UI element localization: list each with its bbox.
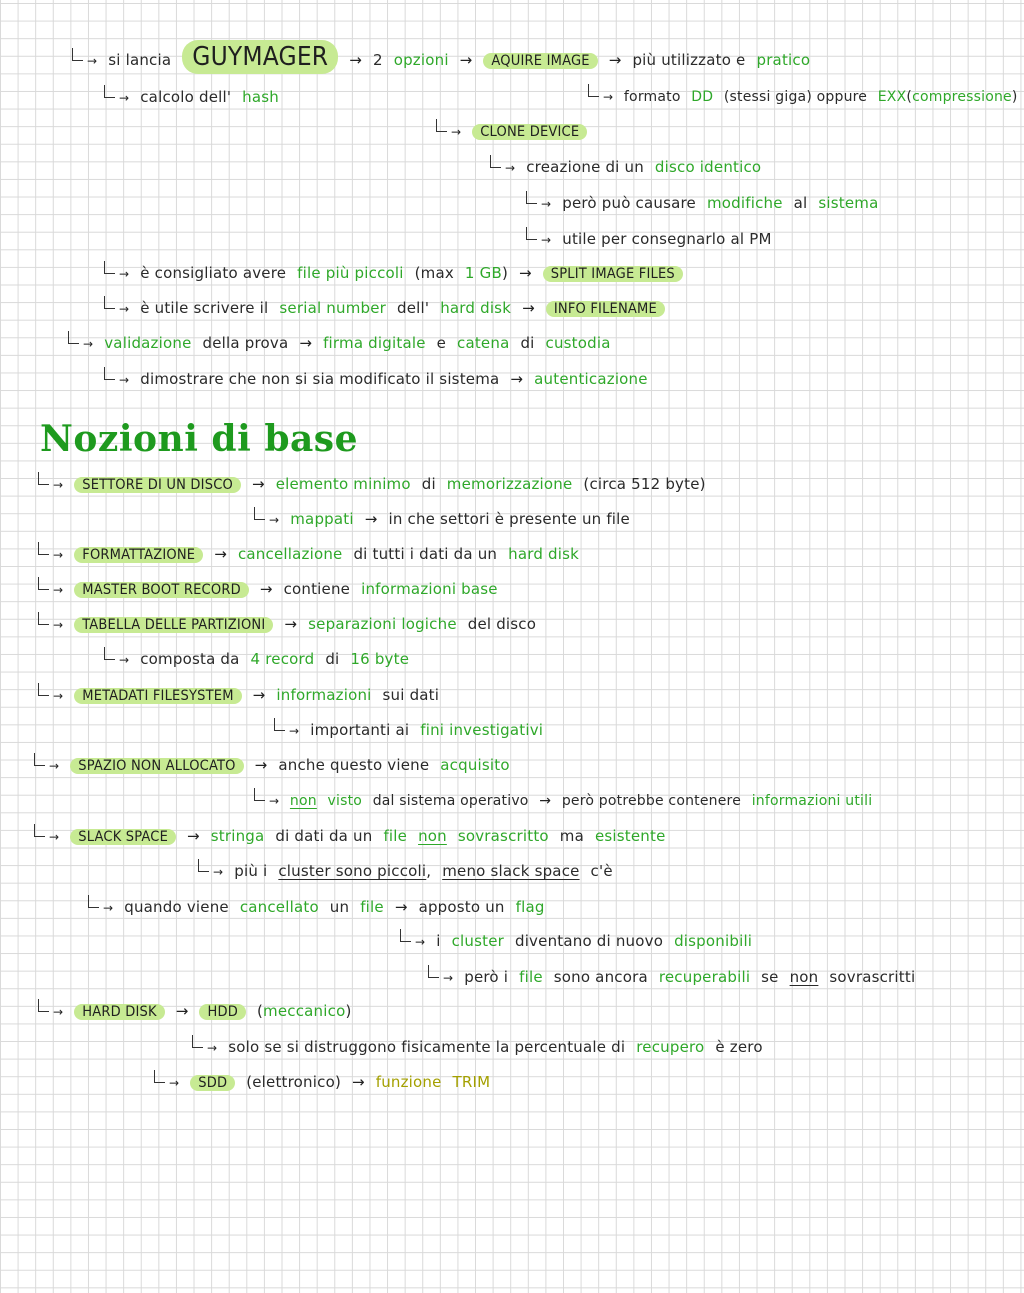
text: (max: [414, 264, 454, 282]
text: importanti ai: [310, 721, 410, 739]
keyword: file più piccoli: [297, 264, 404, 282]
hook-arrow-icon: [192, 1035, 203, 1048]
keyword: hard disk: [508, 545, 580, 563]
arrow-icon: →: [459, 51, 473, 69]
text: calcolo dell': [140, 88, 232, 106]
keyword: file: [360, 898, 384, 916]
arrow-icon: →: [269, 513, 280, 527]
section-title: Nozioni di base: [40, 418, 358, 460]
text: c'è: [590, 862, 613, 880]
note-line: [34, 754, 516, 777]
text: meno slack space: [442, 862, 580, 880]
arrow-icon: →: [83, 337, 94, 351]
arrow-icon: →: [187, 827, 200, 845]
text: (: [906, 89, 913, 105]
keyword: validazione: [104, 334, 192, 352]
arrow-icon: →: [251, 475, 265, 493]
text: al: [793, 194, 808, 212]
keyword: funzione: [375, 1073, 442, 1091]
note-line: [104, 368, 654, 391]
arrow-icon: →: [213, 865, 224, 879]
text: più i: [234, 862, 268, 880]
text: più utilizzato e: [632, 51, 746, 69]
text: è consigliato avere: [140, 264, 287, 282]
arrow-icon: →: [364, 510, 378, 528]
arrow-icon: →: [252, 686, 266, 704]
highlight-term: SLACK SPACE: [70, 829, 176, 845]
note-line: [72, 42, 816, 72]
note-line: [526, 192, 884, 215]
keyword: disponibili: [674, 932, 753, 950]
note-line: [38, 473, 712, 496]
keyword: memorizzazione: [446, 475, 573, 493]
arrow-icon: →: [53, 1005, 64, 1019]
text: se: [761, 968, 779, 986]
text: sovrascritti: [829, 968, 916, 986]
keyword: firma digitale: [323, 334, 426, 352]
arrow-icon: →: [53, 618, 64, 632]
text: creazione di un: [526, 158, 644, 176]
note-line: [104, 648, 415, 671]
text: di tutti i dati da un: [353, 545, 498, 563]
hook-arrow-icon: [526, 227, 537, 240]
arrow-icon: →: [351, 1073, 365, 1091]
arrow-icon: →: [289, 724, 300, 738]
arrow-icon: →: [608, 51, 622, 69]
arrow-icon: →: [53, 689, 64, 703]
arrow-icon: →: [49, 759, 60, 773]
text: solo se si distruggono fisicamente la percentuale di: [228, 1038, 626, 1056]
arrow-icon: →: [119, 653, 130, 667]
arrow-icon: →: [254, 756, 268, 774]
note-line: [192, 1036, 769, 1059]
keyword: recuperabili: [658, 968, 751, 986]
arrow-icon: →: [510, 370, 524, 388]
keyword: catena: [457, 334, 510, 352]
arrow-icon: →: [169, 1076, 180, 1090]
note-line: [490, 156, 767, 179]
keyword: file: [383, 827, 408, 845]
hook-arrow-icon: [72, 48, 83, 61]
text: però potrebbe contenere: [561, 793, 742, 809]
arrow-icon: →: [443, 971, 454, 985]
keyword: flag: [515, 898, 545, 916]
note-line: [104, 297, 671, 320]
text: formato: [623, 89, 681, 105]
note-line: [428, 966, 921, 989]
keyword: hash: [242, 88, 279, 106]
text: apposto un: [418, 898, 505, 916]
hook-arrow-icon: [428, 965, 439, 978]
text: sui dati: [382, 686, 440, 704]
text: di: [421, 475, 436, 493]
keyword: recupero: [636, 1038, 705, 1056]
text: sono ancora: [553, 968, 648, 986]
hook-arrow-icon: [588, 84, 599, 97]
hook-arrow-icon: [38, 472, 49, 485]
text: però può causare: [562, 194, 696, 212]
text: (elettronico): [246, 1073, 341, 1091]
arrow-icon: →: [214, 545, 227, 563]
keyword: hard disk: [440, 299, 512, 317]
keyword: informazioni base: [361, 580, 498, 598]
hook-arrow-icon: [104, 296, 115, 309]
arrow-icon: →: [119, 267, 130, 281]
keyword: informazioni: [276, 686, 372, 704]
arrow-icon: →: [119, 91, 130, 105]
arrow-icon: →: [603, 90, 614, 104]
note-line: [38, 578, 504, 601]
text: anche questo viene: [278, 756, 430, 774]
keyword: 4 record: [250, 650, 315, 668]
text: ma: [559, 827, 584, 845]
keyword: cancellato: [239, 898, 319, 916]
note-line: [38, 613, 542, 636]
hook-arrow-icon: [526, 191, 537, 204]
keyword: separazioni logiche: [308, 615, 457, 633]
keyword: DD: [691, 89, 714, 105]
text: di: [520, 334, 535, 352]
keyword: file: [519, 968, 543, 986]
hook-arrow-icon: [88, 895, 99, 908]
hook-arrow-icon: [198, 859, 209, 872]
highlight-term: METADATI FILESYSTEM: [74, 688, 241, 704]
note-line: [526, 228, 778, 251]
note-line: [254, 790, 878, 812]
arrow-icon: →: [522, 299, 535, 317]
text: si lancia: [108, 51, 172, 69]
arrow-icon: →: [259, 580, 273, 598]
keyword: fini investigativi: [420, 721, 544, 739]
highlight-term: SPAZIO NON ALLOCATO: [70, 758, 243, 774]
arrow-icon: →: [505, 161, 516, 175]
hook-arrow-icon: [38, 683, 49, 696]
keyword: esistente: [594, 827, 666, 845]
keyword: meccanico: [263, 1002, 346, 1020]
text: dimostrare che non si sia modificato il sistema: [140, 370, 500, 388]
keyword: visto: [327, 793, 363, 809]
highlight-term: FORMATTAZIONE: [74, 547, 203, 563]
keyword: serial number: [279, 299, 387, 317]
text: non: [789, 968, 819, 986]
hook-arrow-icon: [104, 261, 115, 274]
text: della prova: [202, 334, 289, 352]
arrow-icon: →: [284, 615, 298, 633]
text: i: [436, 932, 441, 950]
keyword: sistema: [818, 194, 879, 212]
note-line: [274, 719, 549, 742]
keyword: sovrascritto: [457, 827, 549, 845]
arrow-icon: →: [49, 830, 60, 844]
hook-arrow-icon: [38, 542, 49, 555]
text: in che settori è presente un file: [388, 510, 630, 528]
arrow-icon: →: [518, 264, 532, 282]
highlight-term: SDD: [190, 1075, 235, 1091]
arrow-icon: →: [207, 1041, 218, 1055]
text: contiene: [283, 580, 351, 598]
hook-arrow-icon: [38, 999, 49, 1012]
highlight-term: AQUIRE IMAGE: [483, 53, 597, 69]
text: utile per consegnarlo al PM: [562, 230, 772, 248]
note-line: [104, 86, 285, 109]
note-line: [104, 262, 689, 285]
keyword: modifiche: [706, 194, 783, 212]
text: ): [1011, 89, 1018, 105]
keyword: 16 byte: [350, 650, 410, 668]
arrow-icon: →: [53, 583, 64, 597]
arrow-icon: →: [53, 548, 64, 562]
hook-arrow-icon: [104, 647, 115, 660]
hook-arrow-icon: [436, 119, 447, 132]
hook-arrow-icon: [68, 331, 79, 344]
text: ,: [426, 862, 432, 880]
text: è zero: [715, 1038, 763, 1056]
keyword: autenticazione: [534, 370, 648, 388]
note-line: [198, 860, 619, 883]
arrow-icon: →: [175, 1002, 189, 1020]
text: di dati da un: [275, 827, 373, 845]
note-line: [38, 1000, 358, 1023]
text: ): [501, 264, 509, 282]
highlight-term: TABELLA DELLE PARTIZIONI: [74, 617, 273, 633]
text: (circa 512 byte): [583, 475, 706, 493]
highlight-term: HDD: [199, 1004, 246, 1020]
arrow-icon: →: [349, 51, 363, 69]
text: però i: [464, 968, 509, 986]
note-line: [38, 684, 445, 707]
keyword: non: [418, 827, 447, 845]
hook-arrow-icon: [104, 367, 115, 380]
highlight-term: CLONE DEVICE: [472, 124, 587, 140]
text: un: [329, 898, 350, 916]
hook-arrow-icon: [38, 612, 49, 625]
arrow-icon: →: [415, 935, 426, 949]
hook-arrow-icon: [274, 718, 285, 731]
arrow-icon: →: [53, 478, 64, 492]
keyword: mappati: [290, 510, 354, 528]
note-line: [254, 508, 636, 531]
text: quando viene: [124, 898, 229, 916]
text: cluster sono piccoli: [278, 862, 427, 880]
arrow-icon: →: [394, 898, 408, 916]
hook-arrow-icon: [490, 155, 501, 168]
text: e: [436, 334, 447, 352]
arrow-icon: →: [103, 901, 114, 915]
keyword: pratico: [756, 51, 811, 69]
arrow-icon: →: [451, 125, 462, 139]
keyword: compressione: [912, 89, 1012, 105]
text: è utile scrivere il: [140, 299, 269, 317]
arrow-icon: →: [119, 302, 130, 316]
note-line: [588, 86, 1024, 108]
hook-arrow-icon: [400, 929, 411, 942]
keyword: elemento minimo: [275, 475, 411, 493]
keyword: TRIM: [452, 1073, 491, 1091]
hook-arrow-icon: [254, 788, 265, 801]
hook-arrow-icon: [154, 1070, 165, 1083]
keyword: disco identico: [654, 158, 762, 176]
keyword: custodia: [545, 334, 611, 352]
note-line: [68, 332, 617, 355]
highlight-term: INFO FILENAME: [546, 301, 665, 317]
hook-arrow-icon: [104, 85, 115, 98]
keyword: non: [289, 793, 317, 809]
keyword: EXX: [877, 89, 907, 105]
text: di: [325, 650, 340, 668]
note-line: [88, 896, 551, 919]
keyword: informazioni utili: [751, 793, 873, 809]
text: dell': [397, 299, 430, 317]
keyword: acquisito: [440, 756, 510, 774]
arrow-icon: →: [541, 233, 552, 247]
hook-arrow-icon: [34, 824, 45, 837]
text: 2: [372, 51, 383, 69]
text: dal sistema operativo: [372, 793, 529, 809]
keyword: 1 GB: [464, 264, 502, 282]
highlight-term: HARD DISK: [74, 1004, 165, 1020]
text: diventano di nuovo: [514, 932, 664, 950]
note-line: [38, 543, 585, 566]
arrow-icon: →: [299, 334, 313, 352]
keyword: opzioni: [393, 51, 449, 69]
text: (: [256, 1002, 264, 1020]
keyword: cluster: [451, 932, 504, 950]
keyword: stringa: [210, 827, 265, 845]
hook-arrow-icon: [34, 753, 45, 766]
text: composta da: [140, 650, 240, 668]
note-line: [154, 1071, 496, 1094]
note-line: [400, 930, 758, 953]
note-line: [34, 825, 672, 848]
arrow-icon: →: [87, 54, 98, 68]
text: del disco: [467, 615, 537, 633]
text: (stessi giga) oppure: [723, 89, 868, 105]
hook-arrow-icon: [254, 507, 265, 520]
highlight-term: SETTORE DI UN DISCO: [74, 477, 241, 493]
hook-arrow-icon: [38, 577, 49, 590]
highlight-term: MASTER BOOT RECORD: [74, 582, 249, 598]
arrow-icon: →: [269, 794, 280, 808]
keyword: cancellazione: [237, 545, 343, 563]
arrow-icon: →: [119, 373, 130, 387]
arrow-icon: →: [541, 197, 552, 211]
highlight-term: SPLIT IMAGE FILES: [543, 266, 683, 282]
note-line: [436, 120, 593, 143]
arrow-icon: →: [539, 793, 552, 809]
text: ): [345, 1002, 352, 1020]
highlight-term: GUYMAGER: [182, 40, 338, 74]
